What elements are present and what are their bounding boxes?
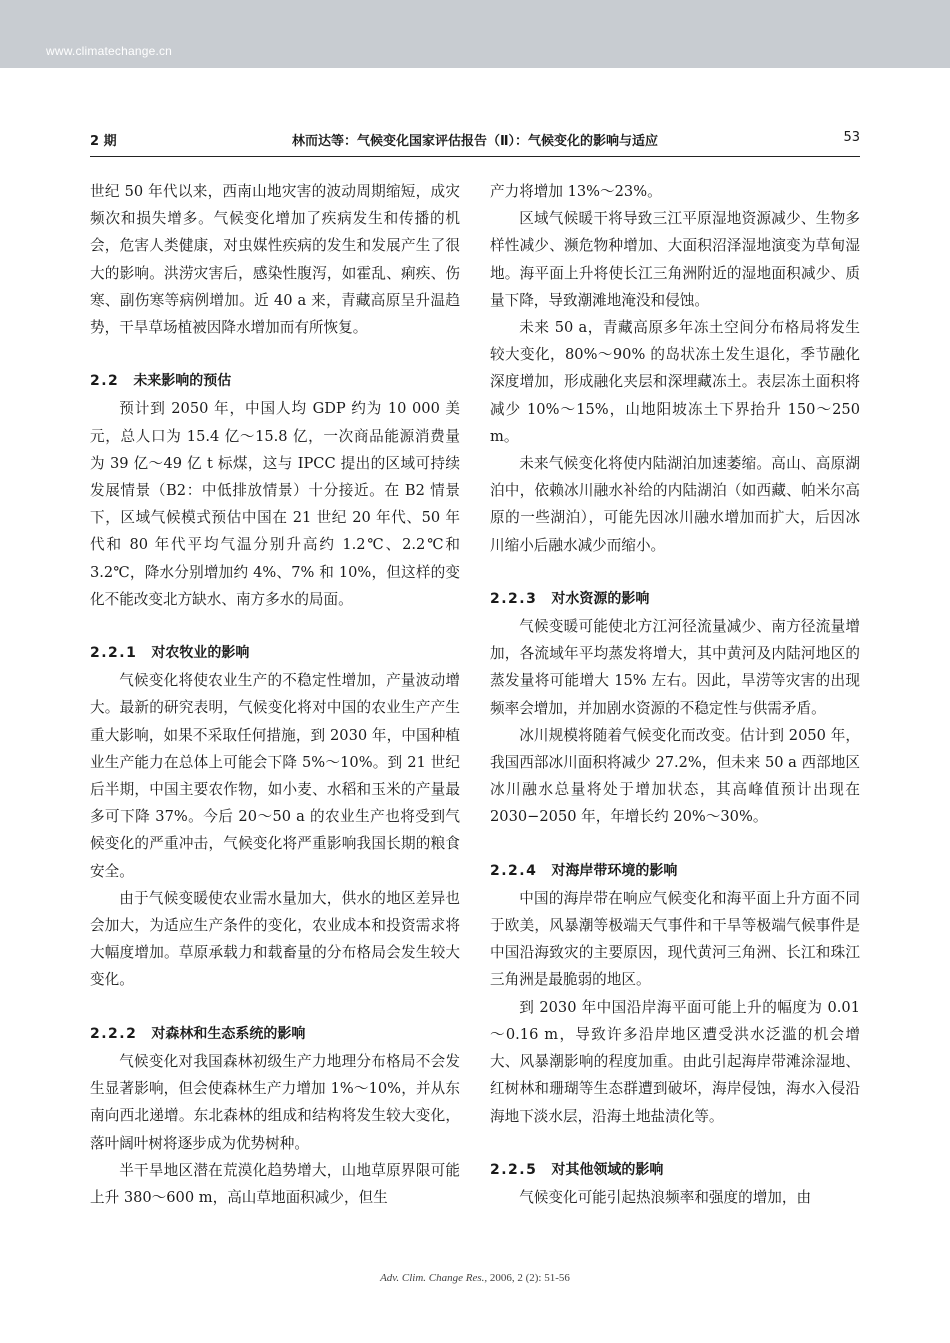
paragraph: 半干旱地区潜在荒漠化趋势增大，山地草原界限可能上升 380～600 m，高山草地面积减少，但生 xyxy=(90,1161,460,1206)
section-heading-2-2-3 xyxy=(490,586,860,613)
issue-number: 2 期 xyxy=(90,134,117,149)
section-heading-2-2-4 xyxy=(490,858,860,885)
paragraph: 未来气候变化将使内陆湖泊加速萎缩。高山、高原湖泊中，依赖冰川融水补给的内陆湖泊（如西藏、帕米尔高原的一些湖泊），可能先因冰川融水增加而扩大，后因冰川缩小后融水减少而缩小。 xyxy=(490,455,860,554)
header-rule xyxy=(90,156,860,157)
paragraph: 区域气候暖干将导致三江平原湿地资源减少、生物多样性减少、濒危物种增加、大面积沼泽湿地演变为草甸湿地。海平面上升将使长江三角洲附近的湿地面积减少、质量下降，导致潮滩地淹没和侵蚀。 xyxy=(490,210,860,309)
section-number: 2.2.5 xyxy=(490,1161,538,1178)
section-number: 2.2.3 xyxy=(490,590,538,607)
citation: 2006, 2 (2): 51-56 xyxy=(489,1272,570,1284)
paragraph: 产力将增加 13%～23%。 xyxy=(490,183,662,200)
paragraph: 世纪 50 年代以来，西南山地灾害的波动周期缩短，成灾频次和损失增多。气候变化增加了疾病发生和传播的机会，危害人类健康，对虫媒性疾病的发生和发展产生了很大的影响。洪涝灾害后，感染性腹泻，如霍乱、痢疾、伤寒、副伤寒等病例增加。近 40 a 来，青藏高原呈升温趋势，干旱草场植被因降水增加而有所恢复。 xyxy=(90,183,460,337)
right-column xyxy=(490,178,860,1211)
section-title: 对其他领域的影响 xyxy=(551,1161,664,1178)
section-title: 对海岸带环境的影响 xyxy=(551,862,678,879)
page-footer xyxy=(0,1272,950,1284)
paragraph: 由于气候变暖使农业需水量加大，供水的地区差异也会加大，为适应生产条件的变化，农业成本和投资需求将大幅度增加。草原承载力和载畜量的分布格局会发生较大变化。 xyxy=(90,889,460,989)
section-title: 未来影响的预估 xyxy=(133,373,232,390)
paragraph: 气候变化可能引起热浪频率和强度的增加，由 xyxy=(519,1188,812,1206)
site-banner xyxy=(0,0,950,68)
section-heading-2-2-5 xyxy=(490,1157,860,1184)
site-url[interactable]: www.climatechange.cn xyxy=(46,44,173,58)
section-heading-2-2-2 xyxy=(90,1021,460,1048)
section-title: 对农牧业的影响 xyxy=(151,645,250,662)
running-title: 林而达等：气候变化国家评估报告（Ⅱ）：气候变化的影响与适应 xyxy=(291,134,659,149)
section-number: 2.2 xyxy=(90,373,120,390)
section-heading-2-2-1 xyxy=(90,640,460,667)
section-number: 2.2.1 xyxy=(90,645,138,662)
section-title: 对水资源的影响 xyxy=(551,590,650,607)
paragraph: 冰川规模将随着气候变化而改变。估计到 2050 年，我国西部冰川面积将减少 27.2%，但未来 50 a 西部地区冰川融水总量将处于增加状态，其高峰值预计出现在 2030−2050 年，年增长约 20%～30%。 xyxy=(490,726,860,826)
paragraph: 到 2030 年中国沿岸海平面可能上升的幅度为 0.01～0.16 m，导致许多沿岸地区遭受洪水泛滥的机会增大、风暴潮影响的程度加重。由此引起海岸带滩涂湿地、红树林和珊瑚等生态群遭到破坏，海岸侵蚀，海水入侵沿海地下淡水层，沿海土地盐渍化等。 xyxy=(490,998,860,1125)
running-header xyxy=(90,130,860,150)
paragraph: 中国的海岸带在响应气候变化和海平面上升方面不同于欧美，风暴潮等极端天气事件和干旱等极端气候事件是中国沿海致灾的主要原因，现代黄河三角洲、长江和珠江三角洲是最脆弱的地区。 xyxy=(490,889,860,989)
page-number: 53 xyxy=(843,130,860,145)
paragraph: 预计到 2050 年，中国人均 GDP 约为 10 000 美元，总人口为 15.4 亿～15.8 亿，一次商品能源消费量为 39 亿～49 亿 t 标煤，这与 IPCC 提出的区域可持续发展情景（B2：中低排放情景）十分接近。在 B2 情景下，区域气候模式预估中国在 21 世纪 20 年代、50 年代和 80 年代平均气温分别升高约 1.2℃、2.2℃和 3.2℃，降水分别增加约 4%、7% 和 10%，但这样的变化不能改变北方缺水、南方多水的局面。 xyxy=(90,400,460,608)
paragraph: 未来 50 a，青藏高原多年冻土空间分布格局将发生较大变化，80%～90% 的岛状冻土发生退化，季节融化深度增加，形成融化夹层和深埋藏冻土。表层冻土面积将减少 10%～15%，山地阳坡冻土下界抬升 150～250 m。 xyxy=(490,319,860,445)
paragraph: 气候变暖可能使北方江河径流量减少、南方径流量增加，各流域年平均蒸发将增大，其中黄河及内陆河地区的蒸发量将可能增大 15% 左右。因此，旱涝等灾害的出现频率会增加，并加剧水资源的不稳定性与供需矛盾。 xyxy=(490,618,860,717)
section-title: 对森林和生态系统的影响 xyxy=(151,1025,306,1042)
left-column xyxy=(90,178,460,1211)
journal-abbrev: Adv. Clim. Change Res., xyxy=(380,1272,488,1284)
paragraph: 气候变化将使农业生产的不稳定性增加，产量波动增大。最新的研究表明，气候变化将对中国的农业生产产生重大影响，如果不采取任何措施，到 2030 年，中国种植业生产能力在总体上可能会下降 5%～10%。到 21 世纪后半期，中国主要农作物，如小麦、水稻和玉米的产量最多可下降 37%。今后 20～50 a 的农业生产也将受到气候变化的严重冲击，气候变化将严重影响我国长期的粮食安全。 xyxy=(90,672,460,880)
section-heading-2-2 xyxy=(90,368,460,395)
section-number: 2.2.2 xyxy=(90,1025,138,1042)
section-number: 2.2.4 xyxy=(490,862,538,879)
paragraph: 气候变化对我国森林初级生产力地理分布格局不会发生显著影响，但会使森林生产力增加 1%～10%，并从东南向西北递增。东北森林的组成和结构将发生较大变化，落叶阔叶树将逐步成为优势树种。 xyxy=(90,1052,460,1152)
